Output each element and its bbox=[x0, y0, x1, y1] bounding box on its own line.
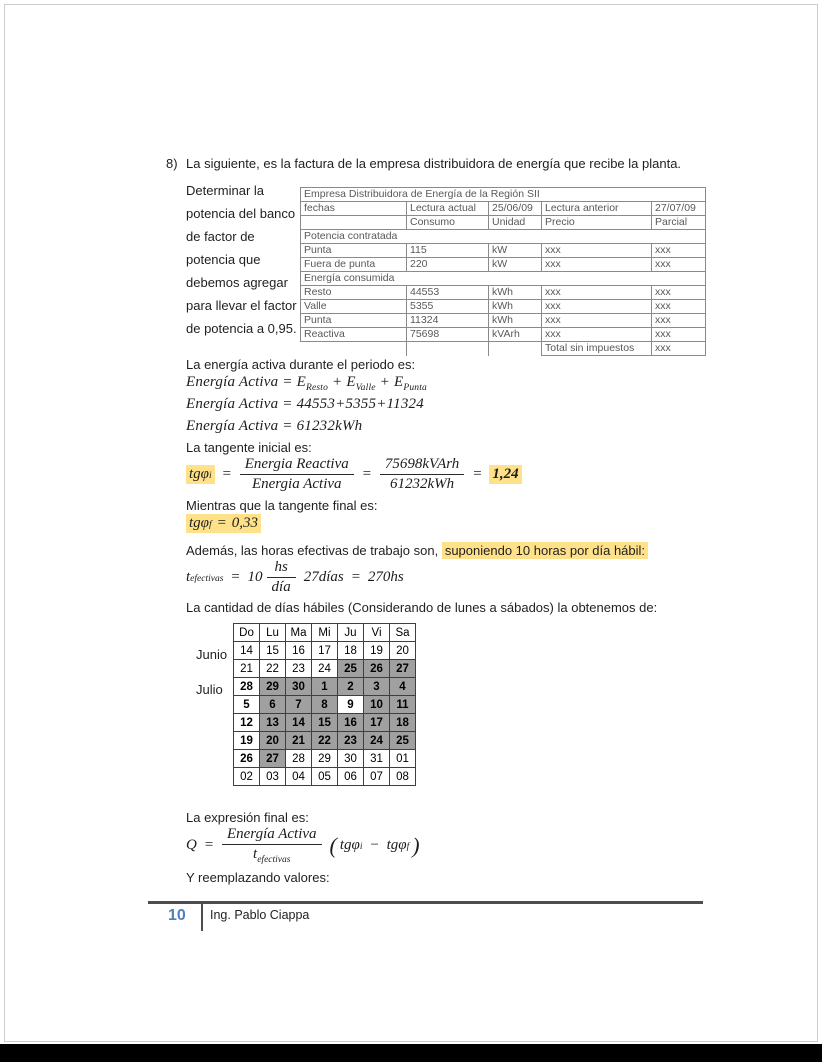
invoice-cell: Parcial bbox=[652, 216, 706, 230]
energy-intro-label: La energía activa durante el periodo es: bbox=[186, 357, 416, 372]
invoice-table bbox=[300, 187, 706, 356]
math-operator: + bbox=[379, 374, 390, 390]
math-term: t bbox=[253, 846, 258, 862]
invoice-row bbox=[301, 328, 706, 342]
invoice-header-row bbox=[301, 216, 706, 230]
math-subscript: f bbox=[406, 842, 410, 852]
invoice-cell: 27/07/09 bbox=[652, 202, 706, 216]
calendar-day-cell: 18 bbox=[338, 642, 364, 660]
invoice-cell: xxx bbox=[542, 300, 652, 314]
formula-tg-final bbox=[186, 514, 261, 533]
invoice-cell: xxx bbox=[652, 300, 706, 314]
invoice-section-row bbox=[301, 272, 706, 286]
calendar-day-header: Sa bbox=[390, 624, 416, 642]
math-subscript: efectivas bbox=[257, 855, 291, 865]
calendar-day-cell: 30 bbox=[338, 750, 364, 768]
calendar-day-cell: 30 bbox=[286, 678, 312, 696]
invoice-cell: Reactiva bbox=[301, 328, 407, 342]
calendar-day-cell: 05 bbox=[312, 768, 338, 786]
calendar-day-cell: 24 bbox=[364, 732, 390, 750]
calendar-day-cell: 16 bbox=[286, 642, 312, 660]
math-lhs: Energía Activa bbox=[186, 374, 279, 390]
invoice-cell: Consumo bbox=[407, 216, 489, 230]
fraction-numerator: Energia Reactiva bbox=[240, 456, 354, 475]
math-operator: = bbox=[230, 569, 241, 585]
math-subscript: i bbox=[359, 842, 363, 852]
calendar-day-cell: 31 bbox=[364, 750, 390, 768]
invoice-cell: Resto bbox=[301, 286, 407, 300]
invoice-cell: kWh bbox=[489, 314, 542, 328]
calendar-day-header: Do bbox=[234, 624, 260, 642]
fraction-denominator: día bbox=[271, 579, 291, 595]
math-operator: − bbox=[369, 837, 380, 853]
math-subscript: efectivas bbox=[190, 574, 224, 584]
math-operator: = bbox=[350, 569, 361, 585]
math-term bbox=[186, 569, 223, 586]
calendar-day-cell: 17 bbox=[364, 714, 390, 732]
working-days-label: La cantidad de días hábiles (Considerando de lunes a sábados) la obtenemos de: bbox=[186, 600, 658, 615]
invoice-cell: 11324 bbox=[407, 314, 489, 328]
invoice-dates-row bbox=[301, 202, 706, 216]
invoice-cell: kWh bbox=[489, 286, 542, 300]
math-term bbox=[387, 837, 410, 854]
calendar-day-cell: 06 bbox=[338, 768, 364, 786]
invoice-cell: xxx bbox=[542, 286, 652, 300]
calendar-week-row bbox=[234, 714, 416, 732]
invoice-section-row bbox=[301, 230, 706, 244]
invoice-total-row bbox=[301, 342, 706, 356]
invoice-row bbox=[301, 300, 706, 314]
invoice-cell bbox=[489, 342, 542, 356]
invoice-cell: xxx bbox=[542, 258, 652, 272]
page-number: 10 bbox=[168, 907, 186, 924]
calendar-day-cell: 23 bbox=[286, 660, 312, 678]
calendar-day-cell: 22 bbox=[312, 732, 338, 750]
calendar-day-cell: 1 bbox=[312, 678, 338, 696]
formula-energy-symbolic bbox=[186, 374, 427, 393]
calendar-day-cell: 5 bbox=[234, 696, 260, 714]
calendar-day-cell: 13 bbox=[260, 714, 286, 732]
invoice-cell: Punta bbox=[301, 244, 407, 258]
invoice-row bbox=[301, 286, 706, 300]
calendar-day-header: Ma bbox=[286, 624, 312, 642]
invoice-cell: 75698 bbox=[407, 328, 489, 342]
invoice-cell: Punta bbox=[301, 314, 407, 328]
fraction bbox=[222, 826, 322, 865]
fraction-numerator: Energía Activa bbox=[222, 826, 322, 845]
invoice-cell: Lectura anterior bbox=[542, 202, 652, 216]
invoice-cell: 220 bbox=[407, 258, 489, 272]
fraction-numerator: 75698kVArh bbox=[380, 456, 464, 475]
invoice-cell bbox=[407, 342, 489, 356]
invoice-cell: xxx bbox=[542, 328, 652, 342]
footer-rule bbox=[148, 901, 703, 904]
math-operator: = bbox=[221, 466, 232, 482]
invoice-cell: Precio bbox=[542, 216, 652, 230]
month-label-junio: Junio bbox=[196, 647, 228, 662]
formula-t-effective bbox=[186, 559, 404, 596]
invoice-cell: kW bbox=[489, 244, 542, 258]
author-name: Ing. Pablo Ciappa bbox=[210, 908, 310, 922]
invoice-total-value: xxx bbox=[652, 342, 706, 356]
calendar-week-row bbox=[234, 660, 416, 678]
math-result: 270hs bbox=[367, 569, 404, 585]
invoice-cell: kWh bbox=[489, 300, 542, 314]
calendar-day-cell: 20 bbox=[260, 732, 286, 750]
math-term: E bbox=[346, 374, 356, 390]
calendar-day-cell: 11 bbox=[390, 696, 416, 714]
invoice-total-label: Total sin impuestos bbox=[542, 342, 652, 356]
tangent-initial-label: La tangente inicial es: bbox=[186, 440, 312, 455]
math-result: 0,33 bbox=[231, 515, 258, 531]
calendar-day-cell: 16 bbox=[338, 714, 364, 732]
calendar-day-cell: 14 bbox=[234, 642, 260, 660]
calendar-day-cell: 04 bbox=[286, 768, 312, 786]
calendar-day-cell: 29 bbox=[312, 750, 338, 768]
calendar-day-cell: 19 bbox=[364, 642, 390, 660]
calendar-day-cell: 6 bbox=[260, 696, 286, 714]
invoice-cell: 5355 bbox=[407, 300, 489, 314]
calendar-day-cell: 27 bbox=[260, 750, 286, 768]
list-item-8 bbox=[166, 156, 681, 171]
calendar-header-row bbox=[234, 624, 416, 642]
invoice-section-label: Potencia contratada bbox=[301, 230, 706, 244]
calendar-day-cell: 21 bbox=[234, 660, 260, 678]
calendar-day-cell: 29 bbox=[260, 678, 286, 696]
math-subscript: f bbox=[208, 520, 212, 530]
calendar-day-cell: 12 bbox=[234, 714, 260, 732]
highlighted-term bbox=[186, 514, 261, 533]
math-term: tgφ bbox=[386, 837, 407, 853]
tangent-final-label: Mientras que la tangente final es: bbox=[186, 498, 378, 513]
fraction bbox=[380, 456, 464, 493]
fraction bbox=[240, 456, 354, 493]
bottom-bar bbox=[0, 1044, 822, 1062]
invoice-cell bbox=[301, 342, 407, 356]
math-term: E bbox=[296, 374, 306, 390]
hours-text: Además, las horas efectivas de trabajo son, bbox=[186, 543, 439, 558]
calendar-day-cell: 02 bbox=[234, 768, 260, 786]
invoice-title-row bbox=[301, 188, 706, 202]
math-coefficient: 10 bbox=[247, 569, 263, 585]
calendar-day-cell: 9 bbox=[338, 696, 364, 714]
highlighted-term bbox=[186, 465, 215, 484]
calendar-day-cell: 27 bbox=[390, 660, 416, 678]
math-operator: = bbox=[203, 837, 214, 853]
calendar-day-cell: 03 bbox=[260, 768, 286, 786]
invoice-title: Empresa Distribuidora de Energía de la Región SII bbox=[301, 188, 706, 202]
math-operator: + bbox=[332, 374, 343, 390]
math-term: t bbox=[186, 569, 191, 585]
calendar-day-cell: 25 bbox=[338, 660, 364, 678]
formula-tg-initial bbox=[186, 456, 522, 493]
invoice-cell: 44553 bbox=[407, 286, 489, 300]
fraction-denominator: 61232kWh bbox=[390, 476, 455, 492]
calendar-week-row bbox=[234, 696, 416, 714]
invoice-cell: xxx bbox=[652, 244, 706, 258]
calendar-day-cell: 28 bbox=[286, 750, 312, 768]
invoice-cell: Fuera de punta bbox=[301, 258, 407, 272]
hours-highlight: suponiendo 10 horas por día hábil: bbox=[442, 542, 648, 559]
formula-q bbox=[186, 826, 420, 865]
invoice-cell: Unidad bbox=[489, 216, 542, 230]
calendar-week-row bbox=[234, 768, 416, 786]
calendar-day-cell: 10 bbox=[364, 696, 390, 714]
fraction-denominator: Energia Activa bbox=[251, 476, 342, 492]
calendar-day-cell: 8 bbox=[312, 696, 338, 714]
highlighted-result: 1,24 bbox=[489, 465, 521, 484]
calendar-day-cell: 25 bbox=[390, 732, 416, 750]
invoice-cell: kVArh bbox=[489, 328, 542, 342]
replace-values-label: Y reemplazando valores: bbox=[186, 870, 330, 885]
footer-divider bbox=[201, 904, 203, 931]
fraction bbox=[267, 559, 296, 596]
calendar-day-cell: 21 bbox=[286, 732, 312, 750]
invoice-cell bbox=[301, 216, 407, 230]
fraction-denominator bbox=[222, 845, 322, 865]
calendar-table bbox=[233, 623, 416, 786]
calendar-day-cell: 07 bbox=[364, 768, 390, 786]
item-number: 8) bbox=[166, 156, 178, 171]
calendar-day-cell: 23 bbox=[338, 732, 364, 750]
invoice-section-label: Energía consumida bbox=[301, 272, 706, 286]
fraction-numerator: hs bbox=[267, 559, 296, 578]
close-paren: ) bbox=[412, 832, 420, 858]
invoice-row bbox=[301, 314, 706, 328]
final-expression-label: La expresión final es: bbox=[186, 810, 309, 825]
calendar-day-cell: 26 bbox=[234, 750, 260, 768]
calendar-day-cell: 28 bbox=[234, 678, 260, 696]
math-subscript: i bbox=[208, 471, 212, 481]
calendar-day-header: Ju bbox=[338, 624, 364, 642]
invoice-cell: 25/06/09 bbox=[489, 202, 542, 216]
calendar-day-cell: 19 bbox=[234, 732, 260, 750]
calendar-day-cell: 26 bbox=[364, 660, 390, 678]
math-term: tgφ bbox=[189, 466, 209, 482]
calendar-week-row bbox=[234, 732, 416, 750]
open-paren: ( bbox=[329, 832, 337, 858]
math-term: Q bbox=[186, 837, 197, 853]
math-term: tgφ bbox=[189, 515, 209, 531]
calendar-day-cell: 2 bbox=[338, 678, 364, 696]
invoice-cell: xxx bbox=[652, 258, 706, 272]
invoice-cell: fechas bbox=[301, 202, 407, 216]
calendar-day-cell: 20 bbox=[390, 642, 416, 660]
math-subscript: Punta bbox=[403, 383, 428, 393]
calendar-day-cell: 15 bbox=[312, 714, 338, 732]
formula-energy-numeric: Energía Activa = 44553+5355+11324 bbox=[186, 396, 424, 412]
calendar-day-cell: 4 bbox=[390, 678, 416, 696]
calendar-day-cell: 22 bbox=[260, 660, 286, 678]
calendar-week-row bbox=[234, 678, 416, 696]
calendar-day-cell: 17 bbox=[312, 642, 338, 660]
calendar-day-cell: 01 bbox=[390, 750, 416, 768]
invoice-cell: 115 bbox=[407, 244, 489, 258]
invoice-cell: Lectura actual bbox=[407, 202, 489, 216]
invoice-cell: xxx bbox=[652, 328, 706, 342]
math-term: E bbox=[393, 374, 404, 390]
invoice-cell: xxx bbox=[542, 314, 652, 328]
math-operator: = bbox=[282, 374, 293, 390]
math-operator: = bbox=[361, 466, 372, 482]
calendar-day-cell: 18 bbox=[390, 714, 416, 732]
formula-energy-result: Energía Activa = 61232kWh bbox=[186, 418, 363, 434]
calendar-day-cell: 3 bbox=[364, 678, 390, 696]
invoice-row bbox=[301, 244, 706, 258]
calendar-day-header: Mi bbox=[312, 624, 338, 642]
side-note: Determinar la potencia del banco de factor de potencia que debemos agregar para llevar el factor de potencia a 0,95. bbox=[186, 183, 297, 336]
calendar-day-cell: 15 bbox=[260, 642, 286, 660]
invoice-cell: xxx bbox=[652, 314, 706, 328]
calendar-day-header: Lu bbox=[260, 624, 286, 642]
calendar-day-cell: 7 bbox=[286, 696, 312, 714]
invoice-cell: Valle bbox=[301, 300, 407, 314]
math-subscript: Valle bbox=[355, 383, 376, 393]
math-operator: = bbox=[472, 466, 483, 482]
calendar-week-row bbox=[234, 750, 416, 768]
math-term bbox=[340, 837, 363, 854]
calendar-day-cell: 08 bbox=[390, 768, 416, 786]
math-operator: = bbox=[216, 515, 227, 531]
math-subscript: Resto bbox=[305, 383, 329, 393]
calendar-day-cell: 24 bbox=[312, 660, 338, 678]
invoice-row bbox=[301, 258, 706, 272]
calendar-day-cell: 14 bbox=[286, 714, 312, 732]
intro-text: La siguiente, es la factura de la empresa distribuidora de energía que recibe la planta. bbox=[186, 156, 682, 171]
math-term: tgφ bbox=[339, 837, 360, 853]
calendar-day-header: Vi bbox=[364, 624, 390, 642]
invoice-cell: xxx bbox=[542, 244, 652, 258]
month-label-julio: Julio bbox=[196, 682, 223, 697]
invoice-cell: xxx bbox=[652, 286, 706, 300]
invoice-cell: kW bbox=[489, 258, 542, 272]
hours-label bbox=[186, 543, 648, 558]
math-term: 27días bbox=[303, 569, 344, 585]
calendar-week-row bbox=[234, 642, 416, 660]
